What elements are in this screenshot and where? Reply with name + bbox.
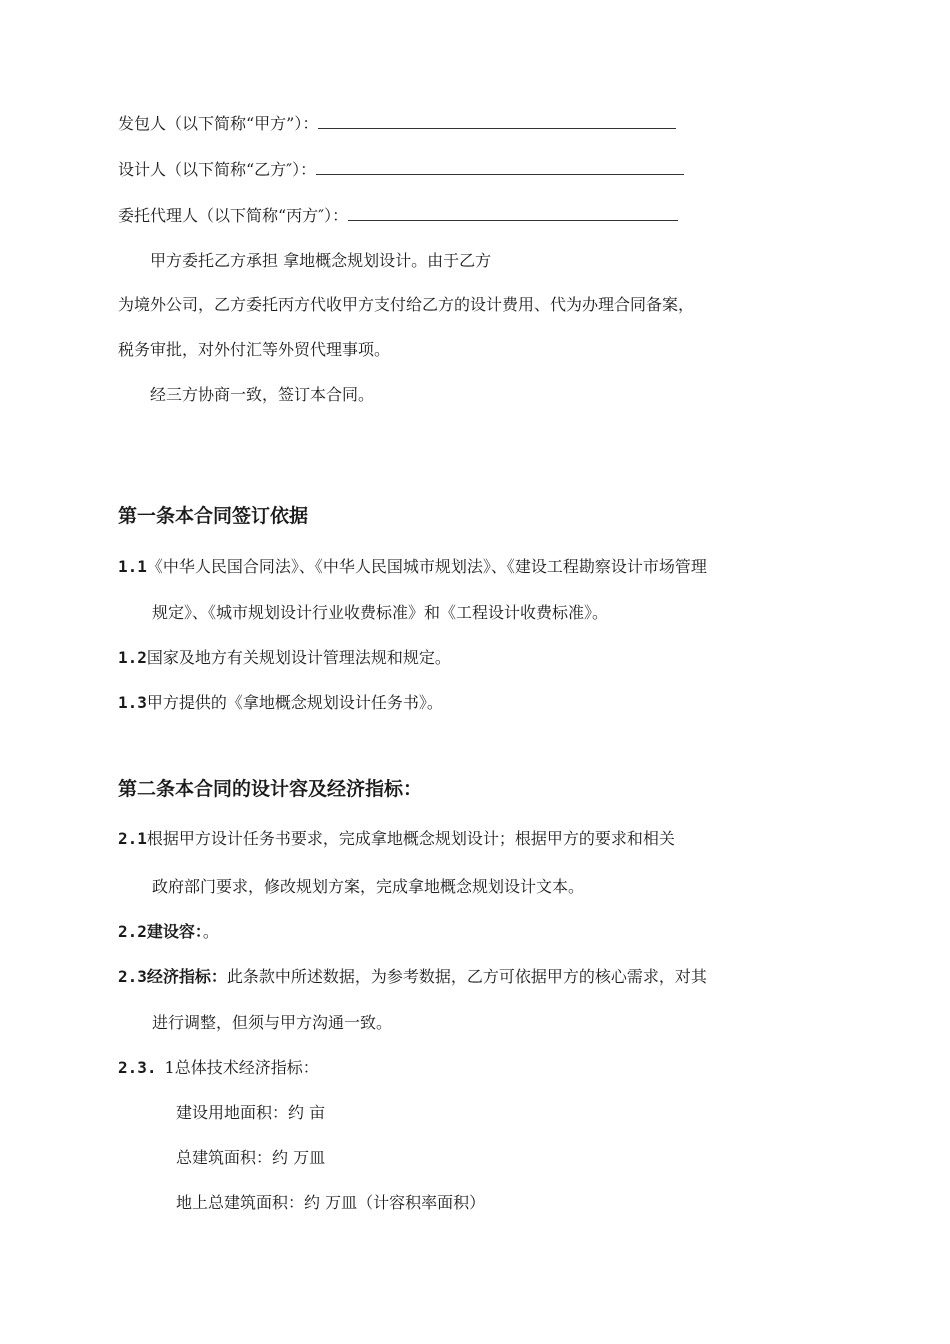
intro-line-4: 经三方协商一致，签订本合同。 (150, 385, 375, 404)
party-agent-label: 委托代理人（以下简称“丙方″）： (118, 206, 349, 225)
article-2-item-1-cont: 政府部门要求，修改规划方案，完成拿地概念规划设计文本。 (152, 877, 585, 896)
article-2-item-2 (118, 922, 219, 942)
item-number: 2.1 (118, 829, 147, 848)
metric-above-ground-area: 地上总建筑面积：约 万皿（计容积率面积） (176, 1193, 486, 1212)
article-1-item-1 (118, 557, 707, 577)
item-text: 甲方提供的《拿地概念规划设计任务书》。 (146, 693, 443, 712)
intro-line-3: 税务审批，对外付汇等外贸代理事项。 (118, 340, 391, 359)
party-designer-blank[interactable] (316, 160, 684, 175)
article-2-item-1 (118, 829, 675, 849)
item-text: 。 (202, 922, 219, 941)
item-text: 1总体技术经济指标： (164, 1058, 319, 1077)
intro-line-1: 甲方委托乙方承担 拿地概念规划设计。由于乙方 (150, 251, 492, 270)
item-text: 国家及地方有关规划设计管理法规和规定。 (146, 648, 451, 667)
article-2-item-3-cont: 进行调整，但须与甲方沟通一致。 (152, 1013, 393, 1032)
party-employer (118, 114, 676, 134)
item-text: 根据甲方设计任务书要求，完成拿地概念规划设计；根据甲方的要求和相关 (146, 829, 675, 848)
item-number: 2.2 (118, 922, 147, 941)
party-designer (118, 160, 684, 180)
item-number: 1.2 (118, 648, 147, 667)
article-1-item-1-cont: 规定》、《城市规划设计行业收费标准》和《工程设计收费标准》。 (152, 603, 609, 622)
item-number: 1.3 (118, 693, 147, 712)
item-number: 2.3 (118, 967, 147, 986)
article-2-item-4 (118, 1058, 319, 1078)
metric-land-area: 建设用地面积：约 亩 (176, 1103, 326, 1122)
party-employer-label: 发包人（以下简称“甲方”）： (118, 114, 319, 133)
item-bold-label: 经济指标： (146, 967, 227, 986)
intro-line-2: 为境外公司，乙方委托丙方代收甲方支付给乙方的设计费用、代为办理合同备案， (118, 295, 695, 314)
article-1-item-2 (118, 648, 451, 668)
metric-total-building-area: 总建筑面积：约 万皿 (176, 1148, 326, 1167)
party-agent-blank[interactable] (348, 206, 678, 221)
article-1-item-3 (118, 693, 443, 713)
party-designer-label: 设计人（以下简称“乙方″）： (118, 160, 317, 179)
item-bold-label: 建设容： (146, 922, 203, 941)
article-2-item-3 (118, 967, 707, 987)
item-text: 《中华人民国合同法》、《中华人民国城市规划法》、《建设工程勘察设计市场管理 (146, 557, 707, 576)
party-agent (118, 206, 678, 226)
article-1-title: 第一条本合同签订依据 (118, 505, 309, 527)
item-number: 2.3. (118, 1058, 157, 1077)
party-employer-blank[interactable] (318, 114, 676, 129)
item-text: 此条款中所述数据，为参考数据，乙方可依据甲方的核心需求，对其 (226, 967, 707, 986)
item-number: 1.1 (118, 557, 147, 576)
article-2-title: 第二条本合同的设计容及经济指标： (118, 778, 423, 800)
